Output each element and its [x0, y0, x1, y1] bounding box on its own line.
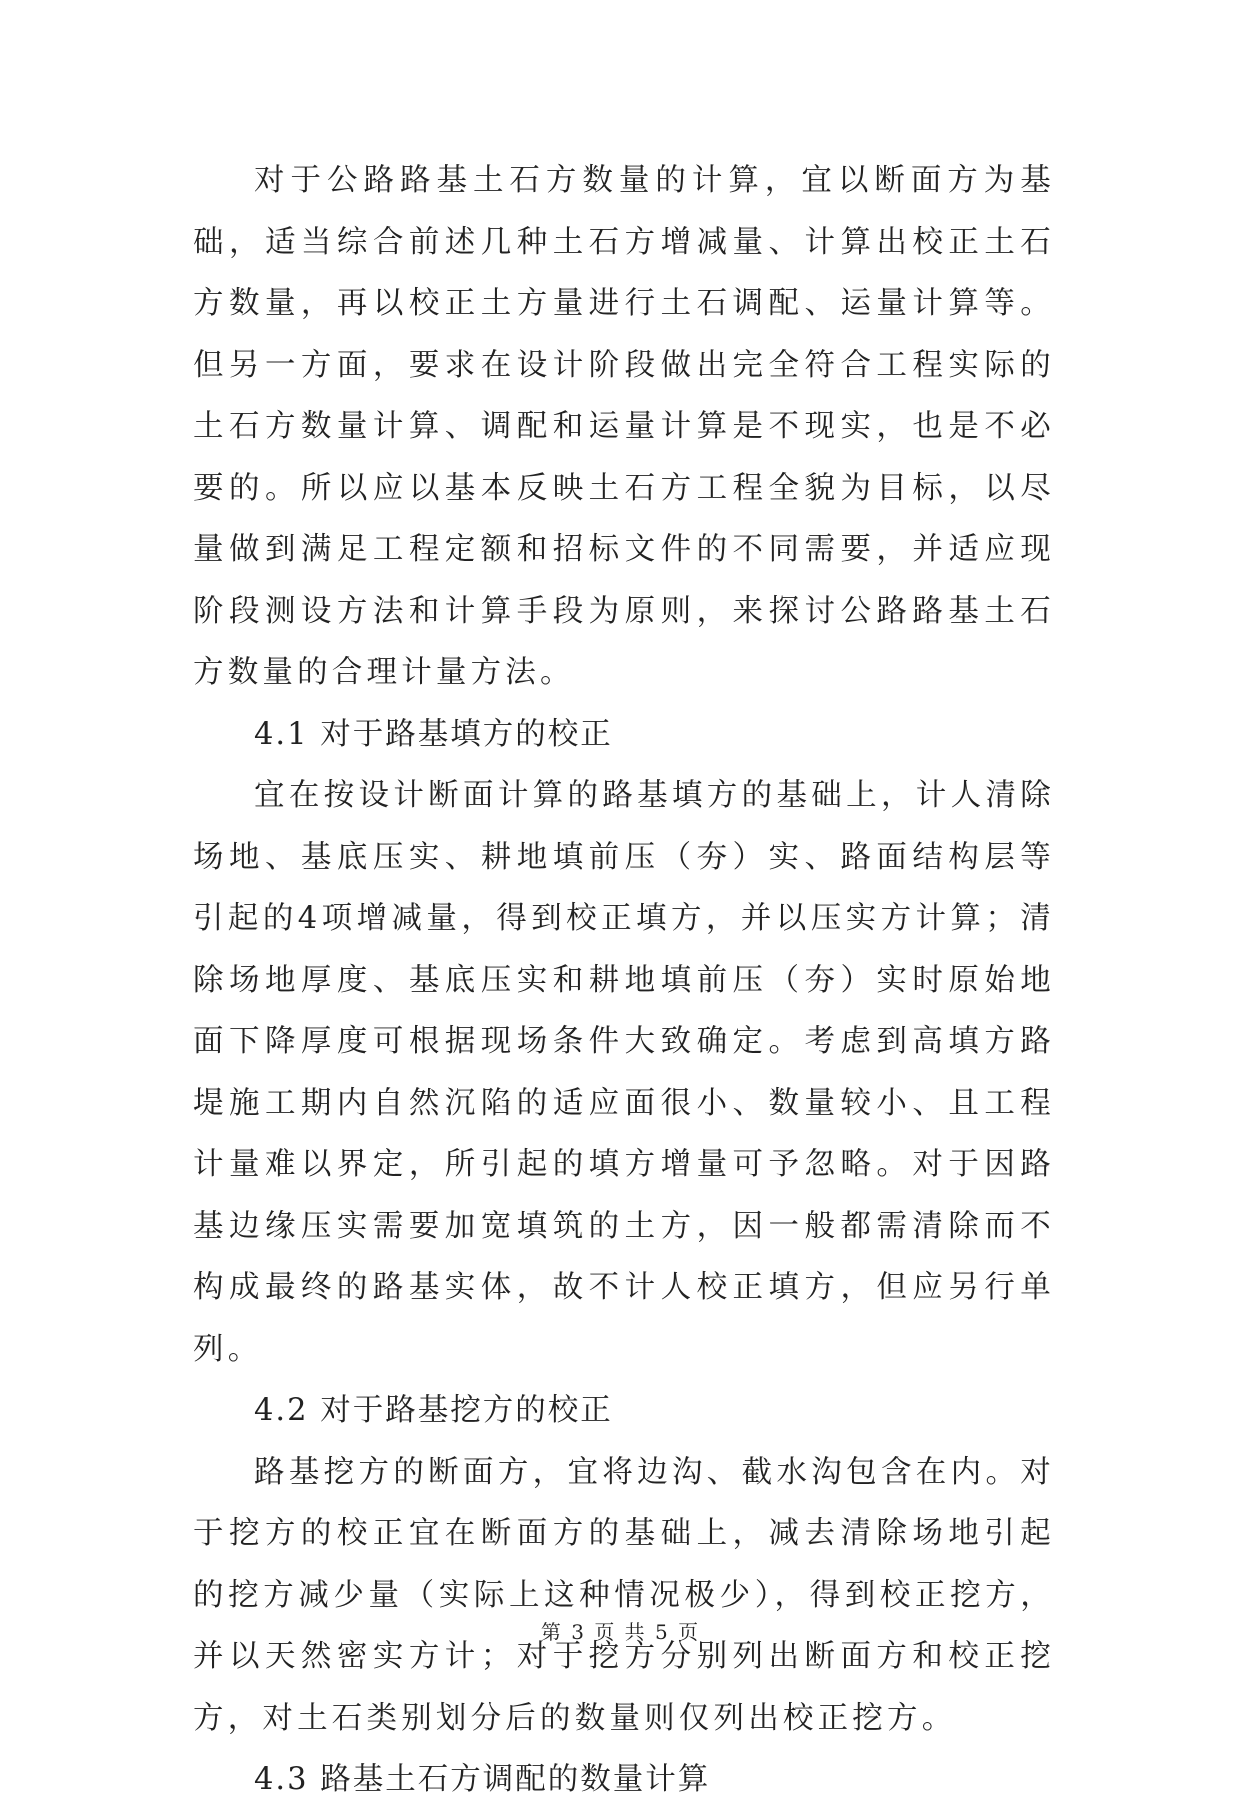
section-heading-4-2: 4.2 对于路基挖方的校正 [254, 1393, 613, 1428]
section-heading-4-1: 4.1 对于路基填方的校正 [254, 716, 613, 752]
page-number-footer: 第 3 页 共 5 页 [540, 1620, 701, 1644]
paragraph-intro: 对于公路路基土石方数量的计算，宜以断面方为基础，适当综合前述几种土石方增减量、计算出校正土石方数量，再以校正土方量进行土石调配、运量计算等。但另一方面，要求在设计阶段做出完全符合工程实际的土石方数量计算、调配和运量计算是不现实，也是不必要的。所以应以基本反映土石方工程全貌为目标，以尽量做到满足工程定额和招标文件的不同需要，并适应现阶段测设方法和计算手段为原则，来探讨公路路基土石方数量的合理计量方法。 [193, 163, 1055, 690]
paragraph-cut-correction: 路基挖方的断面方，宜将边沟、截水沟包含在内。对于挖方的校正宜在断面方的基础上，减去清除场地引起的挖方减少量（实际上这种情况极少），得到校正挖方，并以天然密实方计；对于挖方分别列出断面方和校正挖方，对土石类别划分后的数量则仅列出校正挖方。 [193, 1454, 1055, 1736]
document-body [193, 150, 1055, 1811]
paragraph-fill-correction: 宜在按设计断面计算的路基填方的基础上，计人清除场地、基底压实、耕地填前压（夯）实、路面结构层等引起的4项增减量，得到校正填方，并以压实方计算；清除场地厚度、基底压实和耕地填前压（夯）实时原始地面下降厚度可根据现场条件大致确定。考虑到高填方路堤施工期内自然沉陷的适应面很小、数量较小、且工程计量难以界定，所引起的填方增量可予忽略。对于因路基边缘压实需要加宽填筑的土方，因一般都需清除而不构成最终的路基实体，故不计人校正填方，但应另行单列。 [193, 778, 1055, 1367]
section-heading-4-3: 4.3 路基土石方调配的数量计算 [254, 1762, 711, 1797]
